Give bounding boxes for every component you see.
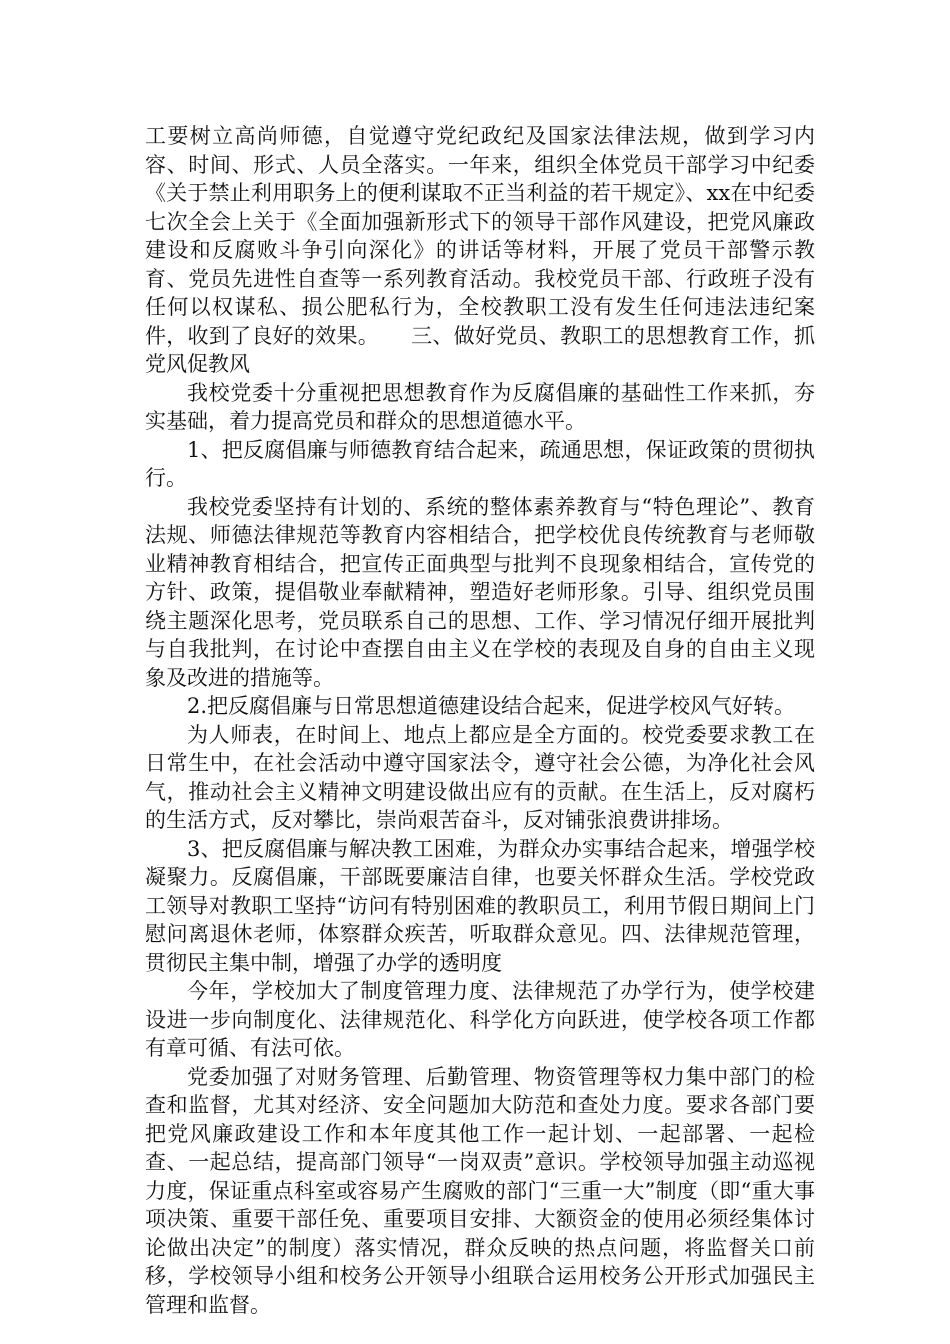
paragraph-item-2-heading: 2.把反腐倡廉与日常思想道德建设结合起来，促进学校风气好转。 [187,694,796,718]
document-page [145,122,815,1319]
paragraph-item-1-heading: 1、把反腐倡廉与师德教育结合起来，疏通思想，保证政策的贯彻执行。 [145,437,815,490]
paragraph-item-1-body: 我校党委坚持有计划的、系统的整体素养教育与“特色理论”、教育法规、师德法律规范等教育内容相结合，把学校优良传统教育与老师敬业精神教育相结合，把宣传正面典型与批判不良现象相结合，宣传党的方针、政策，提倡敬业奉献精神，塑造好老师形象。引导、组织党员围绕主题深化思考，党员联系自己的思想、工作、学习情况仔细开展批判与自我批判，在讨论中查摆自由主义在学校的表现及自身的自由主义现象及改进的措施等。 [145,494,815,690]
paragraph-item-2-body: 为人师表，在时间上、地点上都应是全方面的。校党委要求教工在日常生中，在社会活动中遵守国家法令，遵守社会公德，为净化社会风气，推动社会主义精神文明建设做出应有的贡献。在生活上，反对腐朽的生活方式，反对攀比，崇尚艰苦奋斗，反对铺张浪费讲排场。 [145,722,815,832]
paragraph-supervision: 党委加强了对财务管理、后勤管理、物资管理等权力集中部门的检查和监督，尤其对经济、安全问题加大防范和查处力度。要求各部门要把党风廉政建设工作和本年度其他工作一起计划、一起部署、一起检查、一起总结，提高部门领导“一岗双责”意识。学校领导加强主动巡视力度，保证重点科室或容易产生腐败的部门“三重一大”制度（即“重大事项决策、重要干部任免、重要项目安排、大额资金的使用必须经集体讨论做出决定”的制度）落实情况，群众反映的热点问题，将监督关口前移，学校领导小组和校务公开领导小组联合运用校务公开形式加强民主管理和监督。 [145,1064,815,1317]
paragraph-item-3: 3、把反腐倡廉与解决教工困难，为群众办实事结合起来，增强学校凝聚力。反腐倡廉，干部既要廉洁自律，也要关怀群众生活。学校党政工领导对教职工坚持“访问有特别困难的教职员工，利用节假日期间上门慰问离退休老师，体察群众疾苦，听取群众意见。四、法律规范管理，贯彻民主集中制，增强了办学的透明度 [145,836,815,975]
paragraph-ideology-work: 我校党委十分重视把思想教育作为反腐倡廉的基础性工作来抓，夯实基础，着力提高党员和群众的思想道德水平。 [145,380,815,433]
paragraph-continuation: 工要树立高尚师德，自觉遵守党纪政纪及国家法律法规，做到学习内容、时间、形式、人员全落实。一年来，组织全体党员干部学习中纪委《关于禁止利用职务上的便利谋取不正当利益的若干规定》、xx在中纪委七次全会上关于《全面加强新形式下的领导干部作风建设，把党风廉政建设和反腐败斗争引向深化》的讲话等材料，开展了党员干部警示教育、党员先进性自查等一系列教育活动。我校党员干部、行政班子没有任何以权谋私、损公肥私行为，全校教职工没有发生任何违法违纪案件，收到了良好的效果。 三、做好党员、教职工的思想教育工作，抓党风促教风 [145,124,815,376]
paragraph-legal-management: 今年，学校加大了制度管理力度、法律规范了办学行为，使学校建设进一步向制度化、法律规范化、科学化方向跃进，使学校各项工作都有章可循、有法可依。 [145,979,815,1060]
